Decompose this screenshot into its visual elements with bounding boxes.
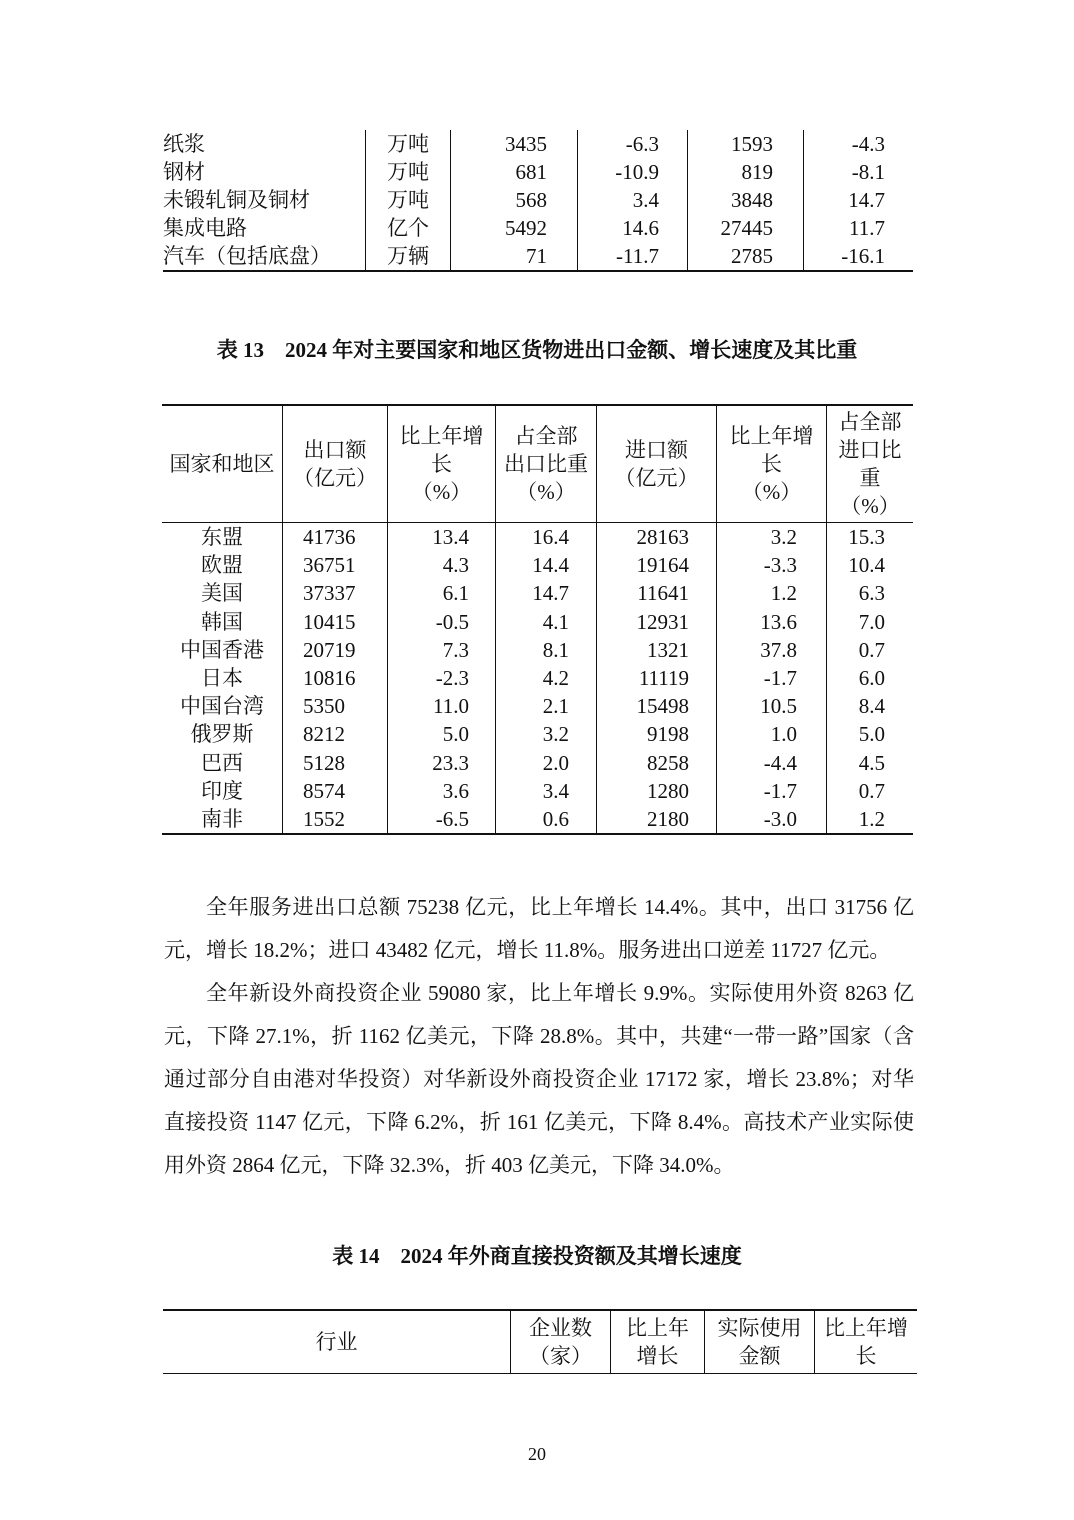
country-name: 巴西 <box>201 750 243 775</box>
table-cell: 4.2 <box>496 664 597 692</box>
table-cell: 0.7 <box>827 777 914 805</box>
column-header <box>163 1310 511 1374</box>
table-cell: 3.4 <box>496 777 597 805</box>
table-cell: 5350 <box>283 692 388 720</box>
cell-export-qty: 3435 <box>451 130 578 158</box>
header-line: 占全部 <box>514 424 578 448</box>
table-cell: 5128 <box>283 749 388 777</box>
country-name: 美国 <box>201 581 243 606</box>
table-cell: 11119 <box>597 664 717 692</box>
header-line: 比上年增 <box>729 424 814 448</box>
table-cell: 37337 <box>283 579 388 607</box>
paragraph: 全年服务进出口总额 75238 亿元，比上年增长 14.4%。其中，出口 31756 亿元，增长 18.2%；进口 43482 亿元，增长 11.8%。服务进出口逆差 11727 亿元。 <box>164 895 914 962</box>
cell-name: 钢材 <box>163 160 205 184</box>
table-row <box>163 242 913 271</box>
header-line: 长 <box>431 452 452 476</box>
table-row <box>162 749 913 777</box>
column-header <box>283 405 388 523</box>
table-cell: 4.5 <box>827 749 914 777</box>
table-cell: 6.3 <box>827 579 914 607</box>
cell-name: 纸浆 <box>163 132 205 156</box>
table-cell: 3.2 <box>717 523 827 552</box>
table-cell: 12931 <box>597 608 717 636</box>
header-line: （%） <box>840 494 900 518</box>
country-name: 东盟 <box>201 525 243 550</box>
table-cell: -3.3 <box>717 551 827 579</box>
country-name: 韩国 <box>201 609 243 634</box>
table-cell: 11.0 <box>388 692 496 720</box>
table-cell: 13.4 <box>388 523 496 552</box>
header-line: 金额 <box>738 1344 781 1368</box>
country-name: 中国台湾 <box>180 694 264 719</box>
header-line: 占全部 <box>838 410 902 434</box>
table-cell: 7.3 <box>388 636 496 664</box>
table-cell: 8.1 <box>496 636 597 664</box>
table-row <box>162 636 913 664</box>
table-cell: 28163 <box>597 523 717 552</box>
table-cell: 10.5 <box>717 692 827 720</box>
header-line: 进口额 <box>625 438 688 462</box>
header-line: 出口比重 <box>504 452 588 476</box>
table-cell: 16.4 <box>496 523 597 552</box>
table-cell: 6.1 <box>388 579 496 607</box>
header-line: （%） <box>516 480 576 504</box>
foreign-investment-paragraph <box>164 972 914 1187</box>
cell-name: 汽车（包括底盘） <box>163 244 331 268</box>
header-line: 比上年增 <box>399 424 484 448</box>
table-cell: -0.5 <box>388 608 496 636</box>
cell-export-growth: -10.9 <box>578 158 688 186</box>
column-header <box>611 1310 705 1374</box>
cell-export-growth: 3.4 <box>578 186 688 214</box>
table-cell: 37.8 <box>717 636 827 664</box>
table13-trade-by-country <box>162 404 913 835</box>
table-cell: 9198 <box>597 720 717 748</box>
table-cell: 2.0 <box>496 749 597 777</box>
cell-unit: 万辆 <box>366 242 451 271</box>
cell-export-qty: 5492 <box>451 214 578 242</box>
header-line: 比上年 <box>626 1316 689 1340</box>
services-trade-paragraph <box>164 886 914 972</box>
column-header <box>511 1310 611 1374</box>
table-cell: 10415 <box>283 608 388 636</box>
table-cell: -2.3 <box>388 664 496 692</box>
table-cell: 8212 <box>283 720 388 748</box>
table-row <box>162 777 913 805</box>
cell-unit: 万吨 <box>366 186 451 214</box>
cell-name: 集成电路 <box>163 216 247 240</box>
country-name: 日本 <box>201 666 243 691</box>
table-row <box>162 664 913 692</box>
table-cell: 7.0 <box>827 608 914 636</box>
header-line: 长 <box>855 1344 877 1368</box>
table-cell: 14.7 <box>496 579 597 607</box>
table-cell: 14.4 <box>496 551 597 579</box>
header-line: 实际使用 <box>717 1316 802 1340</box>
country-name: 印度 <box>201 778 243 803</box>
table-cell: 10816 <box>283 664 388 692</box>
cell-export-qty: 681 <box>451 158 578 186</box>
table-cell: 3.2 <box>496 720 597 748</box>
column-header <box>162 405 283 523</box>
table-row <box>163 130 913 158</box>
table-cell: 4.3 <box>388 551 496 579</box>
column-header <box>815 1310 918 1374</box>
cell-import-growth: 14.7 <box>804 186 914 214</box>
table-cell: 15498 <box>597 692 717 720</box>
cell-export-growth: 14.6 <box>578 214 688 242</box>
header-line: 重 <box>859 466 881 490</box>
table-cell: 1552 <box>283 805 388 834</box>
table-cell: 3.6 <box>388 777 496 805</box>
header-line: （%） <box>411 480 472 504</box>
cell-unit: 万吨 <box>366 158 451 186</box>
country-name: 南非 <box>201 806 243 831</box>
country-name: 欧盟 <box>201 553 243 578</box>
column-header <box>827 405 914 523</box>
header-line: 比上年增 <box>824 1316 908 1340</box>
cell-export-qty: 568 <box>451 186 578 214</box>
header-line: （%） <box>741 480 802 504</box>
cell-import-qty: 3848 <box>688 186 804 214</box>
table-cell: 5.0 <box>827 720 914 748</box>
table-cell: 41736 <box>283 523 388 552</box>
table-cell: -4.4 <box>717 749 827 777</box>
table-cell: -1.7 <box>717 777 827 805</box>
table-cell: 8.4 <box>827 692 914 720</box>
table13-caption: 表 13 2024 年对主要国家和地区货物进出口金额、增长速度及其比重 <box>216 338 858 362</box>
country-name: 中国香港 <box>180 637 264 662</box>
table-cell: -6.5 <box>388 805 496 834</box>
table-cell: 6.0 <box>827 664 914 692</box>
header-line: （家） <box>529 1344 592 1368</box>
cell-import-growth: -4.3 <box>804 130 914 158</box>
table-row <box>162 692 913 720</box>
commodity-table-continuation <box>163 130 913 272</box>
column-header <box>717 405 827 523</box>
country-name: 俄罗斯 <box>190 722 254 747</box>
table-cell: -1.7 <box>717 664 827 692</box>
table-row <box>162 720 913 748</box>
cell-export-qty: 71 <box>451 242 578 271</box>
cell-import-growth: 11.7 <box>804 214 914 242</box>
column-header <box>496 405 597 523</box>
header-line: 增长 <box>636 1344 679 1368</box>
table-cell: 19164 <box>597 551 717 579</box>
table-row <box>162 551 913 579</box>
table-cell: 36751 <box>283 551 388 579</box>
cell-import-qty: 1593 <box>688 130 804 158</box>
cell-import-qty: 819 <box>688 158 804 186</box>
table-cell: 1.2 <box>717 579 827 607</box>
table-cell: 13.6 <box>717 608 827 636</box>
table-cell: 2180 <box>597 805 717 834</box>
column-header <box>597 405 717 523</box>
header-line: （亿元） <box>614 466 699 490</box>
cell-import-growth: -16.1 <box>804 242 914 271</box>
table-cell: 20719 <box>283 636 388 664</box>
table-cell: 1321 <box>597 636 717 664</box>
header-line: 企业数 <box>529 1316 592 1340</box>
table-cell: 0.7 <box>827 636 914 664</box>
column-header <box>705 1310 815 1374</box>
table-cell: 8258 <box>597 749 717 777</box>
header-line: 长 <box>761 452 782 476</box>
table-cell: 8574 <box>283 777 388 805</box>
table-cell: -3.0 <box>717 805 827 834</box>
header-line: 出口额 <box>303 438 367 462</box>
cell-unit: 万吨 <box>366 130 451 158</box>
table-cell: 1.2 <box>827 805 914 834</box>
table-cell: 1280 <box>597 777 717 805</box>
header-line: 进口比 <box>838 438 902 462</box>
table14-fdi-by-industry <box>163 1309 917 1374</box>
table-row <box>163 186 913 214</box>
paragraph: 全年新设外商投资企业 59080 家，比上年增长 9.9%。实际使用外资 8263 亿元，下降 27.1%，折 1162 亿美元，下降 28.8%。其中，共建“一带一路”国家（含通过部分自由港对华投资）对华新设外商投资企业 17172 家，增长 23.8%；对华直接投资 1147 亿元，下降 6.2%，折 161 亿美元，下降 8.4%。高技术产业实际使用外资 2864 亿元，下降 32.3%，折 403 亿美元，下降 34.0%。 <box>164 981 914 1177</box>
cell-export-growth: -11.7 <box>578 242 688 271</box>
header-line: 国家和地区 <box>169 452 275 476</box>
cell-export-growth: -6.3 <box>578 130 688 158</box>
table-cell: 1.0 <box>717 720 827 748</box>
cell-import-growth: -8.1 <box>804 158 914 186</box>
table-cell: 15.3 <box>827 523 914 552</box>
table14-caption: 表 14 2024 年外商直接投资额及其增长速度 <box>332 1244 742 1268</box>
page-number: 20 <box>528 1444 546 1464</box>
table-cell: 11641 <box>597 579 717 607</box>
table-row <box>162 579 913 607</box>
table-row <box>162 523 913 552</box>
header-line: （亿元） <box>293 466 377 490</box>
cell-name: 未锻轧铜及铜材 <box>163 188 310 212</box>
table-cell: 10.4 <box>827 551 914 579</box>
cell-unit: 亿个 <box>366 214 451 242</box>
header-line: 行业 <box>315 1330 358 1354</box>
table-row <box>162 608 913 636</box>
table-row <box>162 805 913 834</box>
table-cell: 5.0 <box>388 720 496 748</box>
table-row <box>163 158 913 186</box>
table-cell: 23.3 <box>388 749 496 777</box>
table-cell: 4.1 <box>496 608 597 636</box>
cell-import-qty: 27445 <box>688 214 804 242</box>
table-cell: 2.1 <box>496 692 597 720</box>
table-cell: 0.6 <box>496 805 597 834</box>
column-header <box>388 405 496 523</box>
cell-import-qty: 2785 <box>688 242 804 271</box>
table-row <box>163 214 913 242</box>
